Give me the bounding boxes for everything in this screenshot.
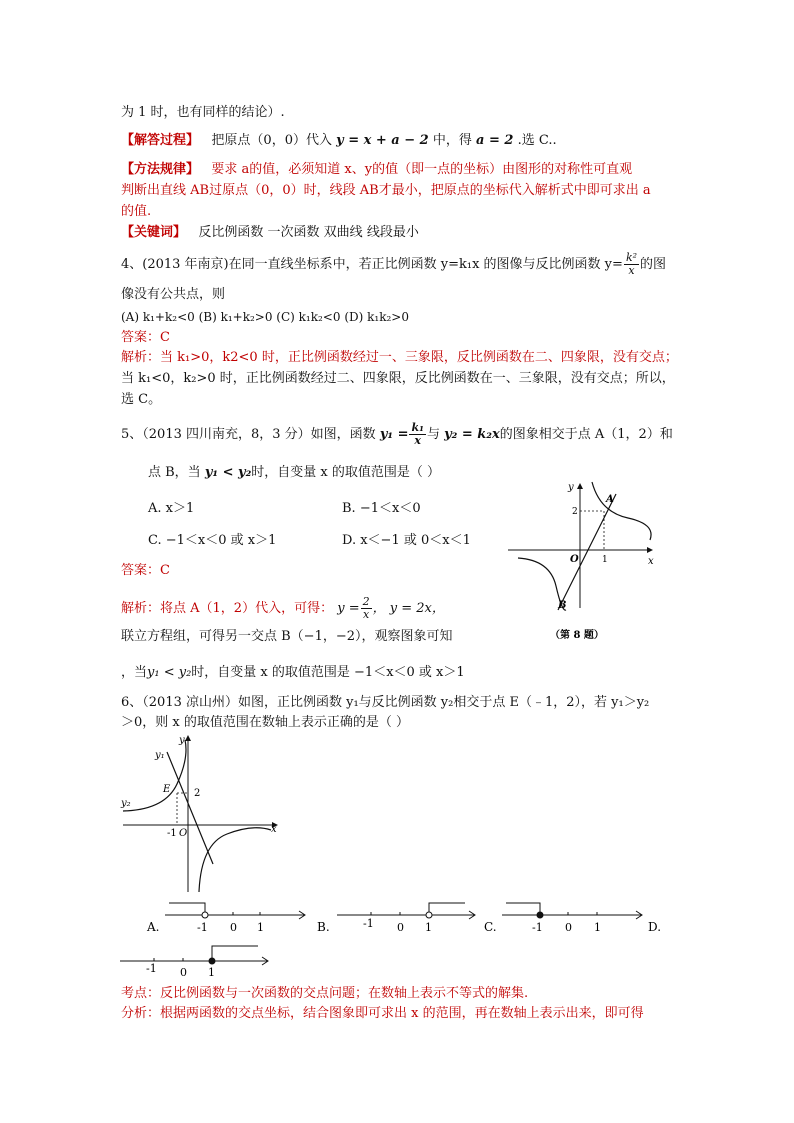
q6-choice-d-letter: D.: [648, 920, 662, 934]
q5-line-y2: [558, 494, 616, 610]
q6-choice-a-open-dot: [202, 912, 208, 918]
solution-process-line: 【解答过程】 把原点（0，0）代入 y = x + a − 2 中，得 a = 2 .选 C..: [121, 133, 557, 148]
q6-choice-b-letter: B.: [317, 920, 330, 934]
q4-analysis-line-3: 选 C。: [121, 392, 162, 407]
keywords-list: 反比例函数 一次函数 双曲线 线段最小: [198, 225, 419, 240]
q4-stem-line-2: 像没有公共点，则: [121, 287, 226, 302]
q4-analysis-line-1: 解析：当 k₁>0，k2<0 时，正比例函数经过一、三象限，反比例函数在二、四象限，没有交点；: [121, 350, 678, 365]
q5-x-label: x: [648, 556, 654, 567]
method-tag: 【方法规律】: [121, 162, 200, 177]
q6-y1-label: y₁: [155, 750, 165, 761]
q5-fraction: $\frac{\text{k₁}}{x}$: [411, 421, 424, 447]
q6-choice-a-letter: A.: [147, 920, 160, 934]
q5-y-label: y: [568, 482, 574, 493]
solution-equation: y = x + a − 2: [336, 133, 429, 148]
q5-stem-line-2: 点 B，当 y₁ < y₂时，自变量 x 的取值范围是（ ）: [148, 465, 441, 480]
q6-choice-a-label-0: 0: [230, 921, 237, 934]
q6-y2-label: y₂: [121, 798, 131, 809]
q6-choice-b-label-1: 1: [425, 921, 432, 934]
q6-choice-d-solid-dot: [209, 958, 215, 964]
q6-choice-a-label-1: 1: [257, 921, 264, 934]
method-line-3: 的值.: [121, 204, 152, 219]
q6-x-label: x: [271, 824, 277, 835]
q6-choice-b-label-m1: -1: [363, 917, 374, 930]
q4-analysis-line-2: 当 k₁<0，k₂>0 时，正比例函数经过二、四象限，反比例函数在一、三象限，没有交点；所以，: [121, 371, 675, 386]
q5-answer: 答案：C: [121, 563, 170, 578]
q6-y-label: y: [179, 735, 185, 746]
q5-analysis-line-2: 联立方程组，可得另一交点 B（−1，−2），观察图象可知: [121, 629, 453, 644]
method-line-1: 【方法规律】 要求 a的值，必须知道 x、y的值（即一点的坐标）由图形的对称性可直观: [121, 162, 633, 177]
q6-choice-b: [315, 893, 480, 935]
q6-choice-d-label-m1: -1: [146, 962, 157, 975]
q6-point-e-label: E: [163, 784, 171, 795]
q6-choice-a: [145, 893, 310, 935]
q5-origin-label: O: [570, 554, 579, 565]
q5-caption: （第 8 题）: [550, 630, 604, 641]
q6-hyperbola-right: [199, 828, 271, 892]
q5-analysis-line-3: ，当y₁ < y₂时，自变量 x 的取值范围是 −1＜x＜0 或 x＞1: [121, 665, 465, 680]
q5-option-d: D. x＜−1 或 0＜x＜1: [342, 533, 471, 548]
q6-choice-b-open-dot: [426, 912, 432, 918]
q6-choice-c-letter: C.: [484, 920, 497, 934]
q5-point-b-label: B: [558, 600, 567, 611]
q5-point-a-label: A: [606, 494, 614, 505]
q6-stem-line-1: 6、（2013 凉山州）如图，正比例函数 y₁与反比例函数 y₂相交于点 E（﹣1，2），若 y₁＞y₂: [121, 695, 650, 710]
q5-option-c: C. −1＜x＜0 或 x＞1: [148, 533, 277, 548]
q5-analysis-line-1: 解析：将点 A（1，2）代入，可得： y = $\frac{2}{x}$ ， y = 2x，: [121, 595, 445, 621]
q6-choice-c-solid-dot: [537, 912, 543, 918]
q6-tick-2: 2: [194, 788, 201, 799]
q5-analysis-fraction: $\frac{2}{x}$: [362, 595, 370, 621]
q4-answer: 答案：C: [121, 330, 170, 345]
q5-option-a: A. x＞1: [148, 501, 195, 516]
q6-choice-a-range: [169, 903, 205, 912]
q6-kaodian: 考点：反比例函数与一次函数的交点问题；在数轴上表示不等式的解集.: [121, 986, 529, 1001]
q5-tick-2: 2: [572, 507, 578, 517]
q6-origin-label: O: [179, 828, 188, 839]
method-line-2: 判断出直线 AB过原点（0，0）时，线段 AB才最小，把原点的坐标代入解析式中即可求出 a: [121, 183, 651, 198]
q6-choice-d-label-0: 0: [180, 966, 187, 979]
q6-line-y1: [167, 752, 213, 864]
keywords-tag: 【关键词】: [121, 225, 187, 240]
q6-choice-d-range: [212, 946, 258, 958]
q6-choice-d: [118, 940, 278, 980]
solution-tag: 【解答过程】: [121, 133, 200, 148]
q5-tick-1: 1: [602, 555, 608, 565]
q6-tick-minus1: -1: [167, 828, 177, 839]
keywords-line: [121, 224, 419, 242]
q6-choice-b-range: [429, 903, 465, 912]
q6-choice-c-range: [506, 903, 540, 912]
q6-choice-d-label-1: 1: [208, 966, 215, 979]
q6-choice-c-label-m1: -1: [532, 921, 543, 934]
q6-stem-line-2: ＞0，则 x 的取值范围在数轴上表示正确的是（ ）: [121, 715, 409, 730]
q6-choice-a-label-m1: -1: [197, 921, 208, 934]
q4-fraction: $\frac{\text{k²}}{x}$: [625, 251, 638, 277]
q4-stem-line-1: 4、(2013 年南京)在同一直线坐标系中，若正比例函数 y=k₁x 的图像与反比例函数 y= $\frac{\text{k²}}{x}$ 的图: [121, 251, 667, 277]
q5-graph: [500, 478, 680, 658]
q6-choice-c: [482, 893, 667, 935]
q6-choice-c-label-0: 0: [565, 921, 572, 934]
q4-options: (A) k₁+k₂<0 (B) k₁+k₂>0 (C) k₁k₂<0 (D) k₁k₂>0: [121, 310, 409, 324]
q6-choice-c-label-1: 1: [594, 921, 601, 934]
q5-option-b: B. −1＜x＜0: [342, 501, 421, 516]
q6-fenxi: 分析：根据两函数的交点坐标，结合图象即可求出 x 的范围，再在数轴上表示出来，即可得: [121, 1006, 644, 1021]
prev-conclusion-line: 为 1 时，也有同样的结论）.: [121, 105, 285, 120]
q5-stem-line-1: 5、（2013 四川南充，8，3 分）如图，函数 y₁ = $\frac{\text{k₁}}{x}$ 与 y₂ = k₂x的图象相交于点 A（1，2）和: [121, 421, 673, 447]
solution-result: a = 2: [476, 133, 514, 148]
q6-choice-b-label-0: 0: [397, 921, 404, 934]
q6-graph: [115, 732, 290, 897]
